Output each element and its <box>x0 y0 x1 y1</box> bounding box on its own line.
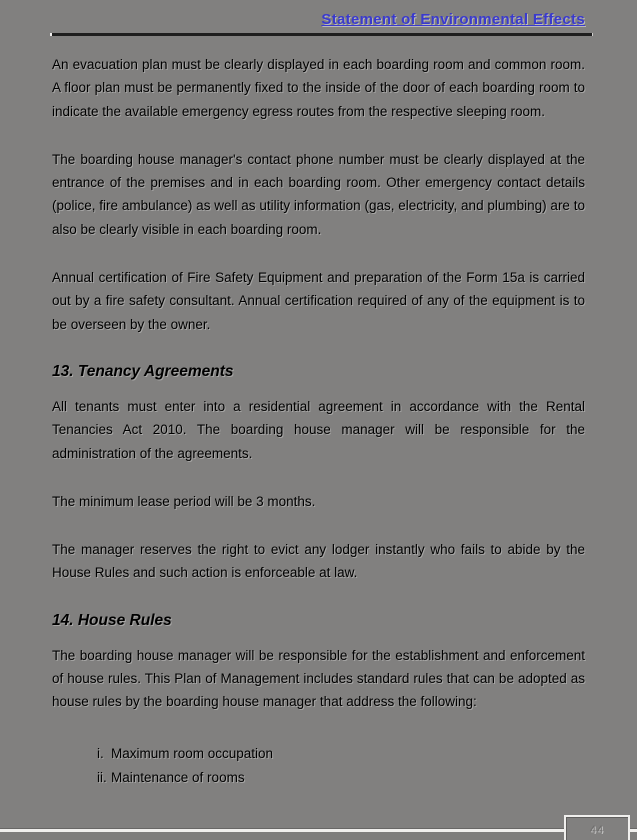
footer-lower-strip <box>0 832 637 840</box>
paragraph-evacuation-plan: An evacuation plan must be clearly displayed in each boarding room and common room. A floor plan must be permanently fixed to the inside of the door of each boarding room to indicate the available emergency egress routes from the respective sleeping room. <box>52 57 585 119</box>
page-number: 44 <box>589 823 605 836</box>
document-body <box>52 53 585 790</box>
paragraph-minimum-lease: The minimum lease period will be 3 months. <box>52 493 316 509</box>
page-header-title: Statement of Environmental Effects <box>321 11 585 28</box>
section-heading-tenancy-agreements: 13. Tenancy Agreements <box>52 362 234 380</box>
list-marker: ii. <box>97 769 107 785</box>
footer-rule <box>0 828 637 832</box>
paragraph-contact-details: The boarding house manager's contact phone number must be clearly displayed at the entrance of the premises and in each boarding room. Other emergency contact details (police, fire ambulance) as well as utility information (gas, electricity, and plumbing) are to also be clearly visible in each boarding room. <box>52 151 585 237</box>
paragraph-annual-certification: Annual certification of Fire Safety Equipment and preparation of the Form 15a is carried out by a fire safety consultant. Annual certification required of any of the equipment is to be overseen by the owner. <box>52 270 585 332</box>
list-marker: i. <box>97 745 104 761</box>
page-number-frame <box>564 815 630 840</box>
list-item-text: Maintenance of rooms <box>111 769 245 785</box>
list-item-text: Maximum room occupation <box>111 745 274 761</box>
list-item <box>97 766 585 790</box>
list-item <box>97 742 585 766</box>
house-rules-list <box>52 742 585 790</box>
section-heading-house-rules: 14. House Rules <box>52 611 172 629</box>
paragraph-residential-agreement: All tenants must enter into a residential agreement in accordance with the Rental Tenancies Act 2010. The boarding house manager will be responsible for the administration of the agreements. <box>52 398 585 461</box>
header-rule <box>50 33 593 36</box>
paragraph-eviction-rights: The manager reserves the right to evict any lodger instantly who fails to abide by the House Rules and such action is enforceable at law. <box>52 542 585 581</box>
paragraph-house-rules-intro: The boarding house manager will be responsible for the establishment and enforcement of house rules. This Plan of Management includes standard rules that can be adopted as house rules by the boarding house manager that address the following: <box>52 647 585 710</box>
